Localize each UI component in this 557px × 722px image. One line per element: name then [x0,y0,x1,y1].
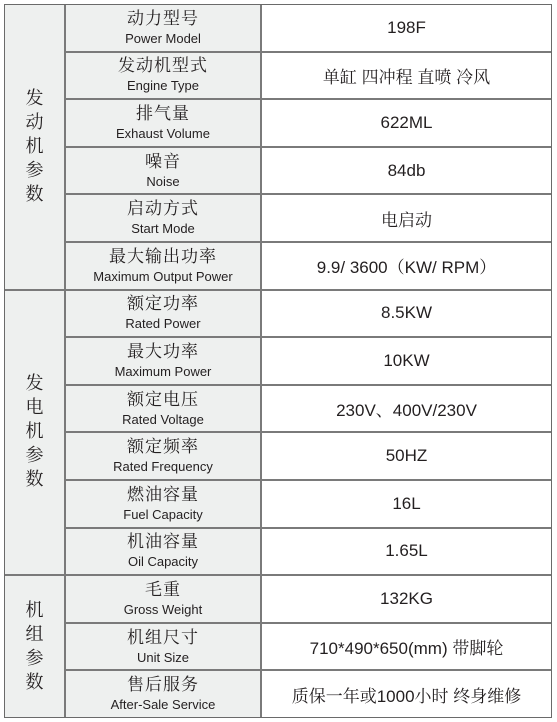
spec-row [65,337,552,385]
spec-name-cell [65,385,261,433]
spec-row [65,528,552,576]
spec-name-en: Start Mode [131,221,195,237]
spec-name-en: Rated Voltage [122,411,204,427]
spec-value: 84db [261,147,552,195]
spec-name-en: Maximum Output Power [93,268,233,284]
spec-value: 230V、400V/230V [261,385,552,433]
spec-name-cell [65,528,261,576]
spec-value: 10KW [261,337,552,385]
spec-name-en: Unit Size [136,649,190,665]
spec-value: 710*490*650(mm) 带脚轮 [261,623,552,671]
spec-value: 132KG [261,575,552,623]
spec-value: 单缸 四冲程 直喷 冷风 [261,52,552,100]
spec-name-cell [65,194,261,242]
spec-value: 质保一年或1000小时 终身维修 [261,670,552,718]
spec-row [65,575,552,623]
spec-name-cn: 售后服务 [127,675,199,696]
spec-value: 1.65L [261,528,552,576]
spec-name-cell [65,670,261,718]
spec-row [65,480,552,528]
spec-name-cn: 噪音 [145,151,181,172]
group-label-text: 机组参数 [25,599,44,693]
spec-name-cell [65,242,261,290]
spec-row [65,385,552,433]
spec-name-cell [65,432,261,480]
spec-row [65,52,552,100]
group-label [4,4,65,290]
spec-name-en: Power Model [125,30,201,46]
spec-row [65,623,552,671]
spec-value: 50HZ [261,432,552,480]
spec-name-cell [65,147,261,195]
group-label-text: 发动机参数 [25,87,44,205]
spec-row [65,670,552,718]
spec-value: 198F [261,4,552,52]
spec-row [65,99,552,147]
spec-name-en: After-Sale Service [110,697,216,713]
spec-name-cell [65,290,261,338]
spec-name-cn: 发动机型式 [118,56,208,77]
spec-name-cell [65,99,261,147]
spec-name-cn: 动力型号 [127,8,199,29]
spec-name-en: Maximum Power [114,363,212,379]
spec-row [65,147,552,195]
spec-row [65,432,552,480]
spec-name-en: Rated Frequency [113,459,213,475]
spec-row [65,242,552,290]
spec-name-en: Gross Weight [123,601,203,617]
spec-table [4,4,552,718]
spec-name-en: Engine Type [126,78,200,94]
spec-name-en: Rated Power [125,316,201,332]
spec-name-cell [65,4,261,52]
spec-row [65,194,552,242]
spec-name-en: Fuel Capacity [123,506,203,522]
spec-name-cn: 最大输出功率 [109,246,217,267]
group-label [4,290,65,576]
group-label-text: 发电机参数 [25,373,44,491]
spec-name-cn: 额定电压 [127,389,199,410]
spec-name-cell [65,575,261,623]
spec-name-cell [65,623,261,671]
spec-value: 电启动 [261,194,552,242]
spec-name-cell [65,480,261,528]
spec-value: 16L [261,480,552,528]
spec-row [65,290,552,338]
spec-name-cn: 额定频率 [127,437,199,458]
spec-name-cn: 最大功率 [127,341,199,362]
spec-name-cn: 启动方式 [127,199,199,220]
spec-name-cn: 毛重 [145,579,181,600]
spec-name-cn: 机组尺寸 [127,627,199,648]
spec-name-en: Oil Capacity [127,554,199,570]
spec-name-en: Noise [146,173,180,189]
group-label [4,575,65,718]
spec-value: 622ML [261,99,552,147]
spec-name-cn: 额定功率 [127,294,199,315]
spec-name-en: Exhaust Volume [116,125,210,141]
spec-name-cn: 排气量 [136,103,190,124]
spec-name-cn: 燃油容量 [127,484,199,505]
spec-name-cell [65,337,261,385]
spec-value: 8.5KW [261,290,552,338]
spec-name-cn: 机油容量 [127,532,199,553]
spec-name-cell [65,52,261,100]
spec-value: 9.9/ 3600（KW/ RPM） [261,242,552,290]
spec-row [65,4,552,52]
